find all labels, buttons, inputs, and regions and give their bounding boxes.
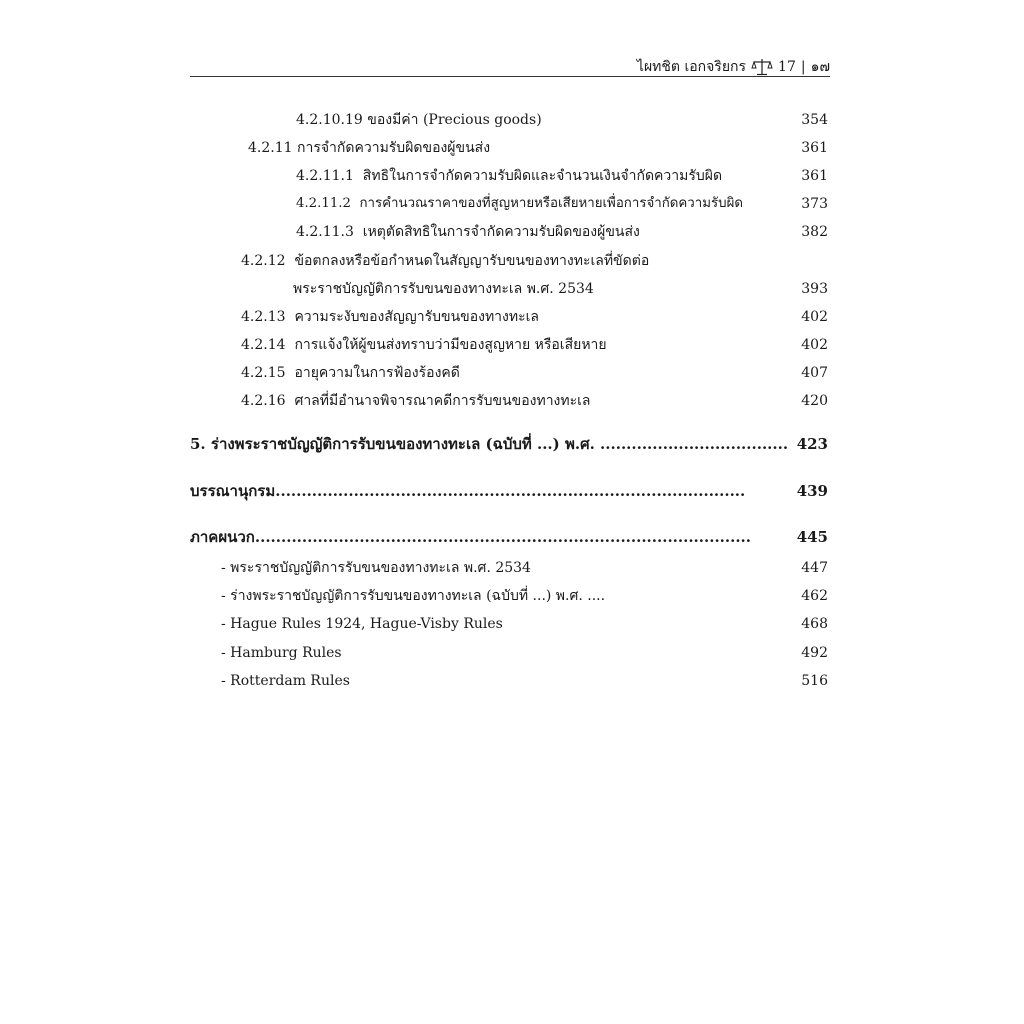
toc-title: สิทธิในการจำกัดความรับผิดและจำนวนเงินจำกัดความรับผิด: [362, 168, 723, 184]
chapter-page: 439: [796, 482, 828, 500]
toc-entry: [0, 361, 1024, 385]
toc-page: 402: [801, 337, 828, 353]
toc-title: การจำกัดความรับผิดของผู้ขนส่ง: [296, 140, 491, 156]
appendix-page: 462: [801, 588, 828, 604]
appendix-title: - Rotterdam Rules: [221, 673, 350, 689]
toc-page: 382: [801, 224, 828, 240]
chapter-title: 5. ร่างพระราชบัญญัติการรับขนของทางทะเล (ฉบับที่ ...) พ.ศ. ....................................: [190, 435, 789, 453]
appendix-title: - Hamburg Rules: [221, 645, 342, 661]
chapter-entry: [0, 432, 1024, 456]
toc-page: 420: [801, 393, 828, 409]
toc-entry-text: [296, 108, 542, 132]
toc-title: ความระงับของสัญญารับขนของทางทะเล: [294, 309, 539, 325]
toc-title: ศาลที่มีอำนาจพิจารณาคดีการรับขนของทางทะเล: [294, 393, 591, 409]
toc-number: 4.2.11.2: [296, 196, 351, 211]
toc-entry-text: [296, 164, 722, 188]
toc-number: 4.2.16: [241, 393, 286, 409]
toc-entry-text: [241, 249, 649, 273]
appendix-page: 468: [801, 616, 828, 632]
appendix-entry: [0, 556, 1024, 580]
toc-entry-text: [296, 192, 743, 216]
appendix-page: 447: [801, 560, 828, 576]
chapter-entry: [0, 479, 1024, 503]
toc-entry: [0, 333, 1024, 357]
toc-title: การคำนวณราคาของที่สูญหายหรือเสียหายเพื่อการจำกัดความรับผิด: [359, 196, 744, 211]
toc-entry: [0, 192, 1024, 216]
toc-number: 4.2.10.19: [296, 112, 363, 128]
toc-page: 402: [801, 309, 828, 325]
appendix-title: - ร่างพระราชบัญญัติการรับขนของทางทะเล (ฉบับที่ ...) พ.ศ. ....: [221, 588, 606, 604]
toc-title: การแจ้งให้ผู้ขนส่งทราบว่ามีของสูญหาย หรือเสียหาย: [294, 337, 607, 353]
header-separator: |: [800, 59, 806, 75]
appendix-page: 516: [801, 673, 828, 689]
toc-number: 4.2.13: [241, 309, 286, 325]
toc-entry-text: [241, 361, 460, 385]
toc-page: 361: [801, 168, 828, 184]
toc-entry-text: [296, 220, 640, 244]
toc-title: เหตุตัดสิทธิในการจำกัดความรับผิดของผู้ขนส่ง: [362, 224, 640, 240]
appendix-entry: [0, 584, 1024, 608]
toc-title: พระราชบัญญัติการรับขนของทางทะเล พ.ศ. 2534: [293, 281, 594, 297]
appendix-entry: [0, 612, 1024, 636]
toc-entry-text: [241, 389, 591, 413]
appendix-entry: [0, 641, 1024, 665]
toc-number: 4.2.12: [241, 253, 286, 269]
chapter-title: ภาคผนวก...............................................................................................: [190, 528, 751, 546]
appendix-page: 492: [801, 645, 828, 661]
appendix-title: - Hague Rules 1924, Hague-Visby Rules: [221, 616, 503, 632]
toc-entry-continuation: [0, 277, 1024, 301]
toc-title: ข้อตกลงหรือข้อกำหนดในสัญญารับขนของทางทะเลที่ขัดต่อ: [294, 253, 650, 269]
toc-entry: [0, 136, 1024, 160]
toc-page: 373: [801, 196, 828, 212]
chapter-page: 423: [796, 435, 828, 453]
toc-entry-text: [248, 136, 490, 160]
appendix-title: - พระราชบัญญัติการรับขนของทางทะเล พ.ศ. 2534: [221, 560, 531, 576]
toc-page: 361: [801, 140, 828, 156]
toc-page: 393: [801, 281, 828, 297]
page-number-thai: ๑๗: [810, 59, 830, 75]
appendix-entry: [0, 669, 1024, 693]
toc-entry: [0, 305, 1024, 329]
toc-number: 4.2.11.3: [296, 224, 354, 240]
toc-entry-text: [241, 305, 539, 329]
toc-title: ของมีค่า (Precious goods): [367, 112, 542, 128]
toc-entry: [0, 220, 1024, 244]
toc-page: 354: [801, 112, 828, 128]
toc-entry: [0, 389, 1024, 413]
toc-number: 4.2.14: [241, 337, 286, 353]
toc-number: 4.2.15: [241, 365, 286, 381]
toc-entry: [0, 108, 1024, 132]
chapter-title: บรรณานุกรม..........................................................................................: [190, 482, 746, 500]
chapter-page: 445: [796, 528, 828, 546]
toc-number: 4.2.11.1: [296, 168, 354, 184]
author-name: ไผทชิต เอกจริยกร: [636, 59, 747, 75]
toc-entry: [0, 249, 1024, 273]
toc-entry-text: [241, 333, 607, 357]
toc-entry: [0, 164, 1024, 188]
toc-number: 4.2.11: [248, 140, 293, 156]
toc-title: อายุความในการฟ้องร้องคดี: [294, 365, 460, 381]
page-number: 17: [778, 59, 796, 75]
chapter-entry: [0, 525, 1024, 549]
toc-page: 407: [801, 365, 828, 381]
